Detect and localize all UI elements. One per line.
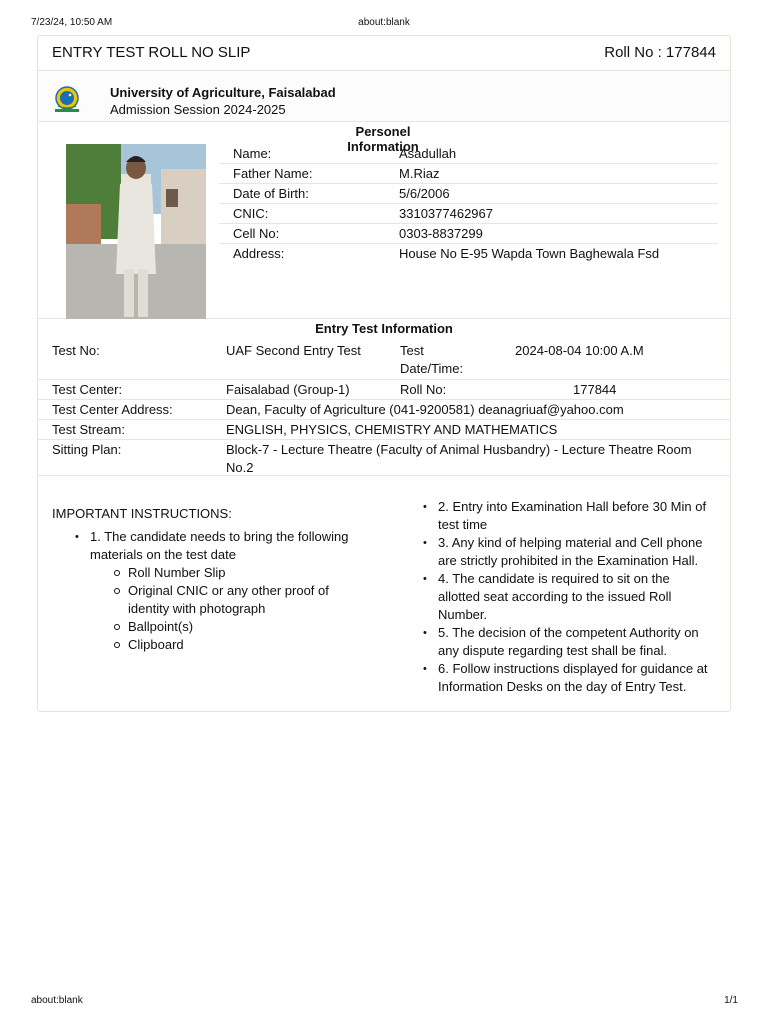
personal-info-table xyxy=(219,144,718,263)
material-text: Original CNIC or any other proof of xyxy=(128,583,329,598)
instruction-text: allotted seat according to the issued Roll xyxy=(438,589,672,604)
field-label: Father Name: xyxy=(233,166,313,181)
test-stream-value: ENGLISH, PHYSICS, CHEMISTRY AND MATHEMATICS xyxy=(226,422,558,437)
instructions-heading: IMPORTANT INSTRUCTIONS: xyxy=(52,506,232,521)
roll-no-value: 177844 xyxy=(573,382,617,397)
info-row-cell xyxy=(219,224,718,244)
material-item xyxy=(128,564,378,582)
admission-session: Admission Session 2024-2025 xyxy=(110,102,286,117)
material-item xyxy=(128,636,378,654)
entry-row-center xyxy=(38,380,730,400)
slip-roll-number: Roll No : 177844 xyxy=(604,44,716,61)
material-item xyxy=(128,618,378,636)
info-row-name xyxy=(219,144,718,164)
candidate-photo xyxy=(66,144,206,319)
instruction-text: • 4. The candidate is required to sit on the xyxy=(438,571,670,586)
entry-test-section xyxy=(38,319,730,476)
instruction-text: • 6. Follow instructions displayed for guidance at xyxy=(438,661,708,676)
instruction-text: • 5. The decision of the competent Authority on xyxy=(438,625,699,640)
instruction-text: Number. xyxy=(438,607,488,622)
field-label: Date of Birth: xyxy=(233,186,309,201)
roll-no-label: Roll No: xyxy=(400,382,447,397)
entry-row-stream xyxy=(38,420,730,440)
material-text: Ballpoint(s) xyxy=(128,619,194,634)
test-datetime-label: Test xyxy=(400,343,424,358)
info-row-father-name xyxy=(219,164,718,184)
sitting-plan-value: Block-7 - Lecture Theatre (Faculty of Animal Husbandry) - Lecture Theatre Room xyxy=(226,442,692,457)
instruction-text: • 3. Any kind of helping material and Cell phone xyxy=(438,535,703,550)
materials-list xyxy=(128,564,378,654)
test-stream-label: Test Stream: xyxy=(52,422,125,437)
print-datetime: 7/23/24, 10:50 AM xyxy=(31,17,113,28)
university-crest-icon xyxy=(52,85,82,115)
print-url: about:blank xyxy=(358,17,410,28)
field-label: Cell No: xyxy=(233,226,280,241)
instruction-text: any dispute regarding test shall be final. xyxy=(438,643,668,658)
center-address-value: Dean, Faculty of Agriculture (041-9200581) deanagriuaf@yahoo.com xyxy=(226,402,624,417)
center-address-label: Test Center Address: xyxy=(52,402,173,417)
instruction-item-4 xyxy=(438,570,718,624)
field-value: House No E-95 Wapda Town Baghewala Fsd xyxy=(399,246,660,261)
field-value: 3310377462967 xyxy=(399,206,493,221)
instruction-text: Information Desks on the day of Entry Test. xyxy=(438,679,687,694)
instruction-text: test time xyxy=(438,517,488,532)
slip-title: ENTRY TEST ROLL NO SLIP xyxy=(52,44,251,61)
footer-url: about:blank xyxy=(31,995,83,1006)
instructions-left-column xyxy=(38,528,378,654)
sitting-plan-label: Sitting Plan: xyxy=(52,442,122,457)
field-value: M.Riaz xyxy=(399,166,440,181)
info-row-dob xyxy=(219,184,718,204)
material-item xyxy=(128,582,378,618)
instruction-text: materials on the test date xyxy=(90,547,236,562)
info-row-address xyxy=(219,244,718,263)
university-name: University of Agriculture, Faisalabad xyxy=(110,85,336,100)
entry-row-address xyxy=(38,400,730,420)
field-value: 0303-8837299 xyxy=(399,226,483,241)
material-text: identity with photograph xyxy=(128,601,266,616)
entry-row-sitting xyxy=(38,440,730,474)
field-label: Name: xyxy=(233,146,272,161)
instructions-section xyxy=(38,488,732,710)
field-label: CNIC: xyxy=(233,206,269,221)
roll-slip-card xyxy=(37,35,731,712)
test-datetime-value: 2024-08-04 10:00 A.M xyxy=(515,343,644,358)
field-value: 5/6/2006 xyxy=(399,186,450,201)
field-value: Asadullah xyxy=(399,146,457,161)
print-header xyxy=(0,17,768,31)
instruction-item-1 xyxy=(90,528,378,564)
instruction-item-6 xyxy=(438,660,718,696)
entry-row-test xyxy=(38,341,730,380)
instruction-item-3 xyxy=(438,534,718,570)
university-banner xyxy=(38,71,730,122)
test-no-value: UAF Second Entry Test xyxy=(226,343,361,358)
instruction-text: • 2. Entry into Examination Hall before 30 Min of xyxy=(438,499,707,514)
test-center-value: Faisalabad (Group-1) xyxy=(226,382,350,397)
instruction-item-5 xyxy=(438,624,718,660)
instructions-right-column xyxy=(398,498,718,696)
instruction-text: are strictly prohibited in the Examination Hall. xyxy=(438,553,699,568)
page-number: 1/1 xyxy=(724,995,738,1006)
personal-information-section xyxy=(38,122,730,319)
entry-section-title: Entry Test Information xyxy=(315,321,453,336)
field-label: Address: xyxy=(233,246,285,261)
instruction-item-2 xyxy=(438,498,718,534)
info-row-cnic xyxy=(219,204,718,224)
test-no-label: Test No: xyxy=(52,343,100,358)
sitting-plan-value-cont: No.2 xyxy=(226,460,254,475)
instruction-text: • 1. The candidate needs to bring the following xyxy=(90,529,349,544)
material-text: Roll Number Slip xyxy=(128,565,226,580)
material-text: Clipboard xyxy=(128,637,184,652)
slip-header xyxy=(38,36,730,71)
personal-section-title: Personel Information xyxy=(347,124,419,154)
test-datetime-label-cont: Date/Time: xyxy=(400,361,464,376)
test-center-label: Test Center: xyxy=(52,382,123,397)
